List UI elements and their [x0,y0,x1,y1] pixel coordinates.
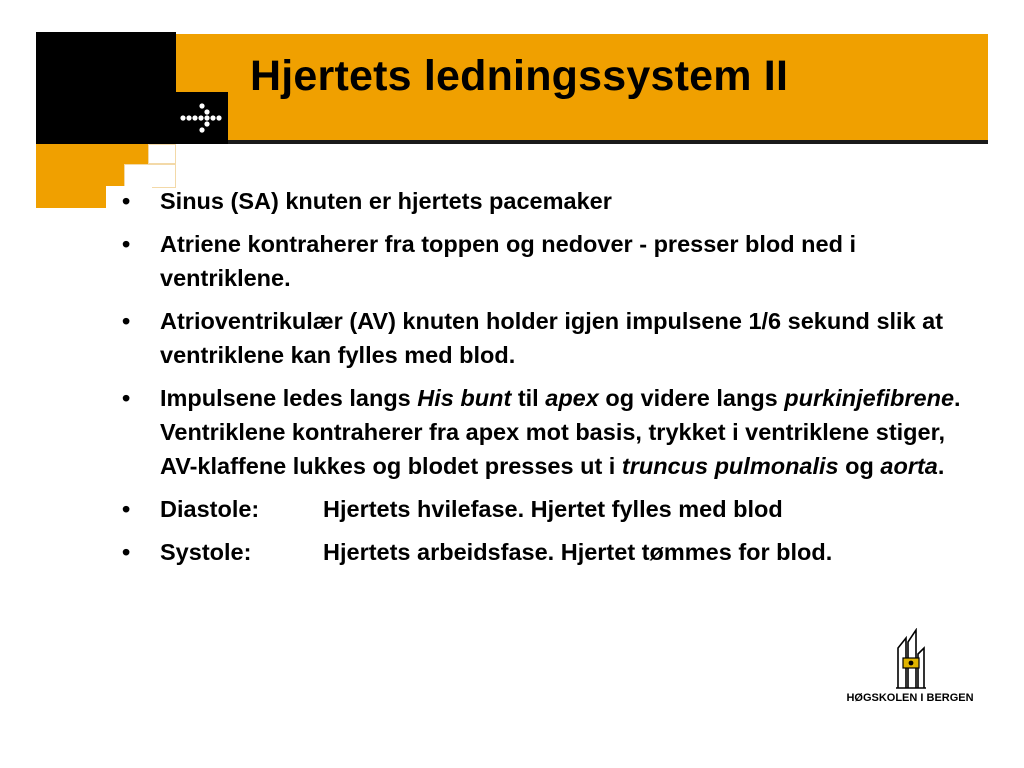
header-underline [176,140,988,144]
bullet-text: Atrioventrikulær (AV) knuten holder igjen impulsene 1/6 sekund slik at ventriklene kan fylles med blod. [160,308,944,368]
bullet-list [122,184,962,578]
list-item [122,535,962,569]
college-logo [840,628,980,712]
header-black-block [36,32,176,144]
bullet-dot: • [122,308,131,334]
text-run: Impulsene ledes langs [160,385,418,411]
italic-term: apex [545,385,599,411]
bullet-dot: • [122,385,131,411]
bullet-text [160,381,962,483]
definition-text: Hjertets arbeidsfase. Hjertet tømmes for blod. [323,539,833,565]
bullet-dot: • [122,188,131,214]
bullet-dot: • [122,231,131,257]
italic-term: purkinjefibrene [784,385,955,411]
bullet-dot: • [122,539,131,565]
text-run: og videre langs [598,385,785,411]
italic-term: His bunt [417,385,512,411]
bullet-text: Atriene kontraherer fra toppen og nedover - presser blod ned i ventriklene. [160,231,856,291]
list-item [122,227,962,295]
list-item [122,184,962,218]
bullet-dot: • [122,496,131,522]
definition-row [160,492,962,526]
italic-term: aorta [880,453,938,479]
arrow-right-dots-icon [178,98,224,138]
definition-row [160,535,962,569]
list-item [122,492,962,526]
italic-term: truncus pulmonalis [621,453,839,479]
list-item [122,381,962,483]
bullet-text: Sinus (SA) knuten er hjertets pacemaker [160,188,612,214]
text-run: . Ventriklene kontraherer fra apex mot basis, trykket i ventriklene stiger, AV-klaffene lukkes og blodet presses ut i [160,385,961,479]
definition-term: Systole: [160,539,252,565]
definition-text: Hjertets hvilefase. Hjertet fylles med blod [323,496,783,522]
slide-title: Hjertets ledningssystem II [250,52,789,100]
decor-white-square [148,144,176,164]
text-run: . [937,453,945,479]
building-logo-icon [894,628,928,690]
text-run: og [838,453,881,479]
text-run: til [511,385,546,411]
definition-term: Diastole: [160,496,260,522]
logo-text: HØGSKOLEN I BERGEN [846,692,974,704]
list-item [122,304,962,372]
